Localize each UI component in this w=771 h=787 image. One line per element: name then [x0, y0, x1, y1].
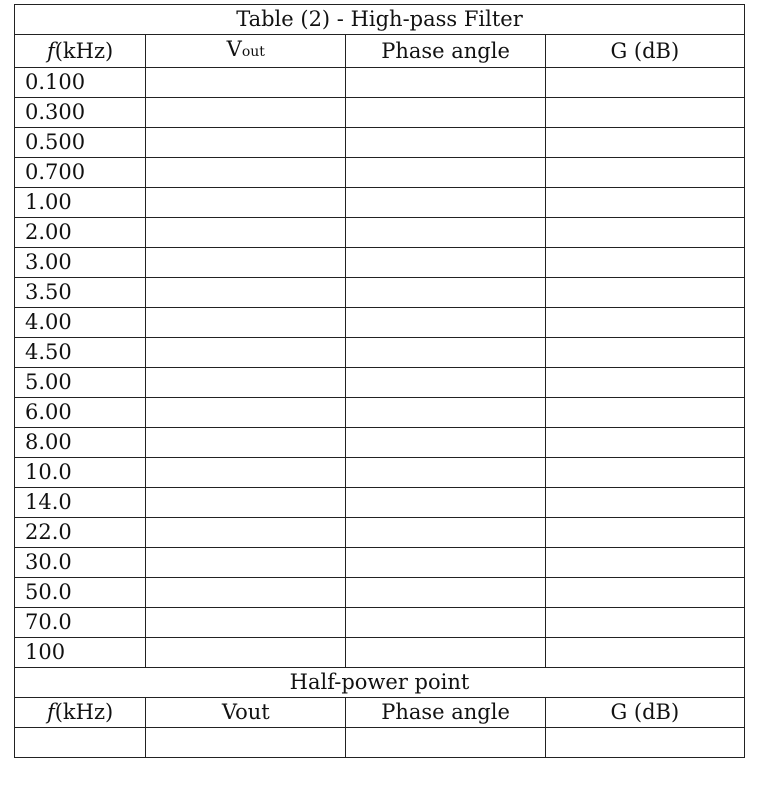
phase-angle-cell[interactable]: [346, 488, 545, 518]
half-power-frequency-symbol: f: [46, 700, 55, 724]
frequency-cell: 30.0: [15, 548, 146, 578]
vout-cell[interactable]: [146, 218, 346, 248]
frequency-cell: 4.00: [15, 308, 146, 338]
header-vout-main: V: [226, 37, 242, 61]
phase-angle-cell[interactable]: [346, 398, 545, 428]
vout-cell[interactable]: [146, 638, 346, 668]
table-row: [15, 518, 745, 548]
frequency-cell: 50.0: [15, 578, 146, 608]
half-power-header-frequency: [15, 698, 146, 728]
table-row: [15, 188, 745, 218]
gain-cell[interactable]: [545, 98, 744, 128]
half-power-data-row: [15, 728, 745, 758]
gain-cell[interactable]: [545, 398, 744, 428]
table-row: [15, 98, 745, 128]
header-phase-angle: Phase angle: [346, 35, 545, 68]
half-power-title: Half-power point: [15, 668, 745, 698]
table-row: [15, 458, 745, 488]
gain-cell[interactable]: [545, 548, 744, 578]
half-power-phase-cell[interactable]: [346, 728, 545, 758]
gain-cell[interactable]: [545, 338, 744, 368]
phase-angle-cell[interactable]: [346, 128, 545, 158]
gain-cell[interactable]: [545, 308, 744, 338]
header-vout: [146, 35, 346, 68]
gain-cell[interactable]: [545, 158, 744, 188]
table-title-row: [15, 5, 745, 35]
frequency-cell: 2.00: [15, 218, 146, 248]
phase-angle-cell[interactable]: [346, 188, 545, 218]
table-title: Table (2) - High-pass Filter: [15, 5, 745, 35]
frequency-cell: 5.00: [15, 368, 146, 398]
table-row: [15, 68, 745, 98]
vout-cell[interactable]: [146, 398, 346, 428]
frequency-cell: 3.50: [15, 278, 146, 308]
gain-cell[interactable]: [545, 488, 744, 518]
table-row: [15, 248, 745, 278]
frequency-cell: 4.50: [15, 338, 146, 368]
frequency-cell: 0.500: [15, 128, 146, 158]
phase-angle-cell[interactable]: [346, 608, 545, 638]
half-power-vout-cell[interactable]: [146, 728, 346, 758]
vout-cell[interactable]: [146, 278, 346, 308]
table-row: [15, 368, 745, 398]
frequency-cell: 14.0: [15, 488, 146, 518]
frequency-cell: 1.00: [15, 188, 146, 218]
vout-cell[interactable]: [146, 128, 346, 158]
phase-angle-cell[interactable]: [346, 68, 545, 98]
half-power-header-vout: Vout: [146, 698, 346, 728]
vout-cell[interactable]: [146, 308, 346, 338]
header-frequency-symbol: f: [46, 38, 55, 63]
frequency-cell: 3.00: [15, 248, 146, 278]
vout-cell[interactable]: [146, 518, 346, 548]
table-row: [15, 128, 745, 158]
phase-angle-cell[interactable]: [346, 638, 545, 668]
frequency-cell: 0.300: [15, 98, 146, 128]
gain-cell[interactable]: [545, 248, 744, 278]
phase-angle-cell[interactable]: [346, 158, 545, 188]
vout-cell[interactable]: [146, 458, 346, 488]
phase-angle-cell[interactable]: [346, 308, 545, 338]
half-power-header-gain: G (dB): [545, 698, 744, 728]
gain-cell[interactable]: [545, 518, 744, 548]
vout-cell[interactable]: [146, 188, 346, 218]
vout-cell[interactable]: [146, 368, 346, 398]
vout-cell[interactable]: [146, 608, 346, 638]
frequency-cell: 8.00: [15, 428, 146, 458]
gain-cell[interactable]: [545, 218, 744, 248]
header-gain: G (dB): [545, 35, 744, 68]
high-pass-filter-table: [14, 4, 745, 758]
half-power-header-phase-angle: Phase angle: [346, 698, 545, 728]
phase-angle-cell[interactable]: [346, 518, 545, 548]
gain-cell[interactable]: [545, 278, 744, 308]
table-row: [15, 158, 745, 188]
phase-angle-cell[interactable]: [346, 428, 545, 458]
frequency-cell: 0.700: [15, 158, 146, 188]
table-row: [15, 638, 745, 668]
half-power-header-row: [15, 698, 745, 728]
table-row: [15, 308, 745, 338]
header-frequency-unit: (kHz): [54, 38, 114, 63]
gain-cell[interactable]: [545, 578, 744, 608]
table-row: [15, 278, 745, 308]
table-row: [15, 398, 745, 428]
vout-cell[interactable]: [146, 578, 346, 608]
phase-angle-cell[interactable]: [346, 98, 545, 128]
gain-cell[interactable]: [545, 368, 744, 398]
table-header-row: [15, 35, 745, 68]
gain-cell[interactable]: [545, 128, 744, 158]
table-row: [15, 218, 745, 248]
half-power-frequency-unit: (kHz): [54, 700, 114, 724]
phase-angle-cell[interactable]: [346, 548, 545, 578]
vout-cell[interactable]: [146, 158, 346, 188]
vout-cell[interactable]: [146, 548, 346, 578]
phase-angle-cell[interactable]: [346, 218, 545, 248]
frequency-cell: 70.0: [15, 608, 146, 638]
phase-angle-cell[interactable]: [346, 458, 545, 488]
table-row: [15, 548, 745, 578]
frequency-cell: 100: [15, 638, 146, 668]
vout-cell[interactable]: [146, 338, 346, 368]
table-row: [15, 428, 745, 458]
gain-cell[interactable]: [545, 608, 744, 638]
header-vout-sub: out: [241, 44, 265, 60]
table-row: [15, 488, 745, 518]
frequency-cell: 10.0: [15, 458, 146, 488]
phase-angle-cell[interactable]: [346, 368, 545, 398]
gain-cell[interactable]: [545, 428, 744, 458]
half-power-title-row: [15, 668, 745, 698]
gain-cell[interactable]: [545, 68, 744, 98]
table-row: [15, 338, 745, 368]
gain-cell[interactable]: [545, 458, 744, 488]
gain-cell[interactable]: [545, 638, 744, 668]
frequency-cell: 0.100: [15, 68, 146, 98]
table-row: [15, 578, 745, 608]
vout-cell[interactable]: [146, 428, 346, 458]
table-row: [15, 608, 745, 638]
phase-angle-cell[interactable]: [346, 578, 545, 608]
half-power-gain-cell[interactable]: [545, 728, 744, 758]
header-frequency: [15, 35, 146, 68]
phase-angle-cell[interactable]: [346, 248, 545, 278]
half-power-frequency-cell[interactable]: [15, 728, 146, 758]
phase-angle-cell[interactable]: [346, 278, 545, 308]
vout-cell[interactable]: [146, 248, 346, 278]
vout-cell[interactable]: [146, 488, 346, 518]
frequency-cell: 22.0: [15, 518, 146, 548]
frequency-cell: 6.00: [15, 398, 146, 428]
phase-angle-cell[interactable]: [346, 338, 545, 368]
gain-cell[interactable]: [545, 188, 744, 218]
vout-cell[interactable]: [146, 68, 346, 98]
vout-cell[interactable]: [146, 98, 346, 128]
